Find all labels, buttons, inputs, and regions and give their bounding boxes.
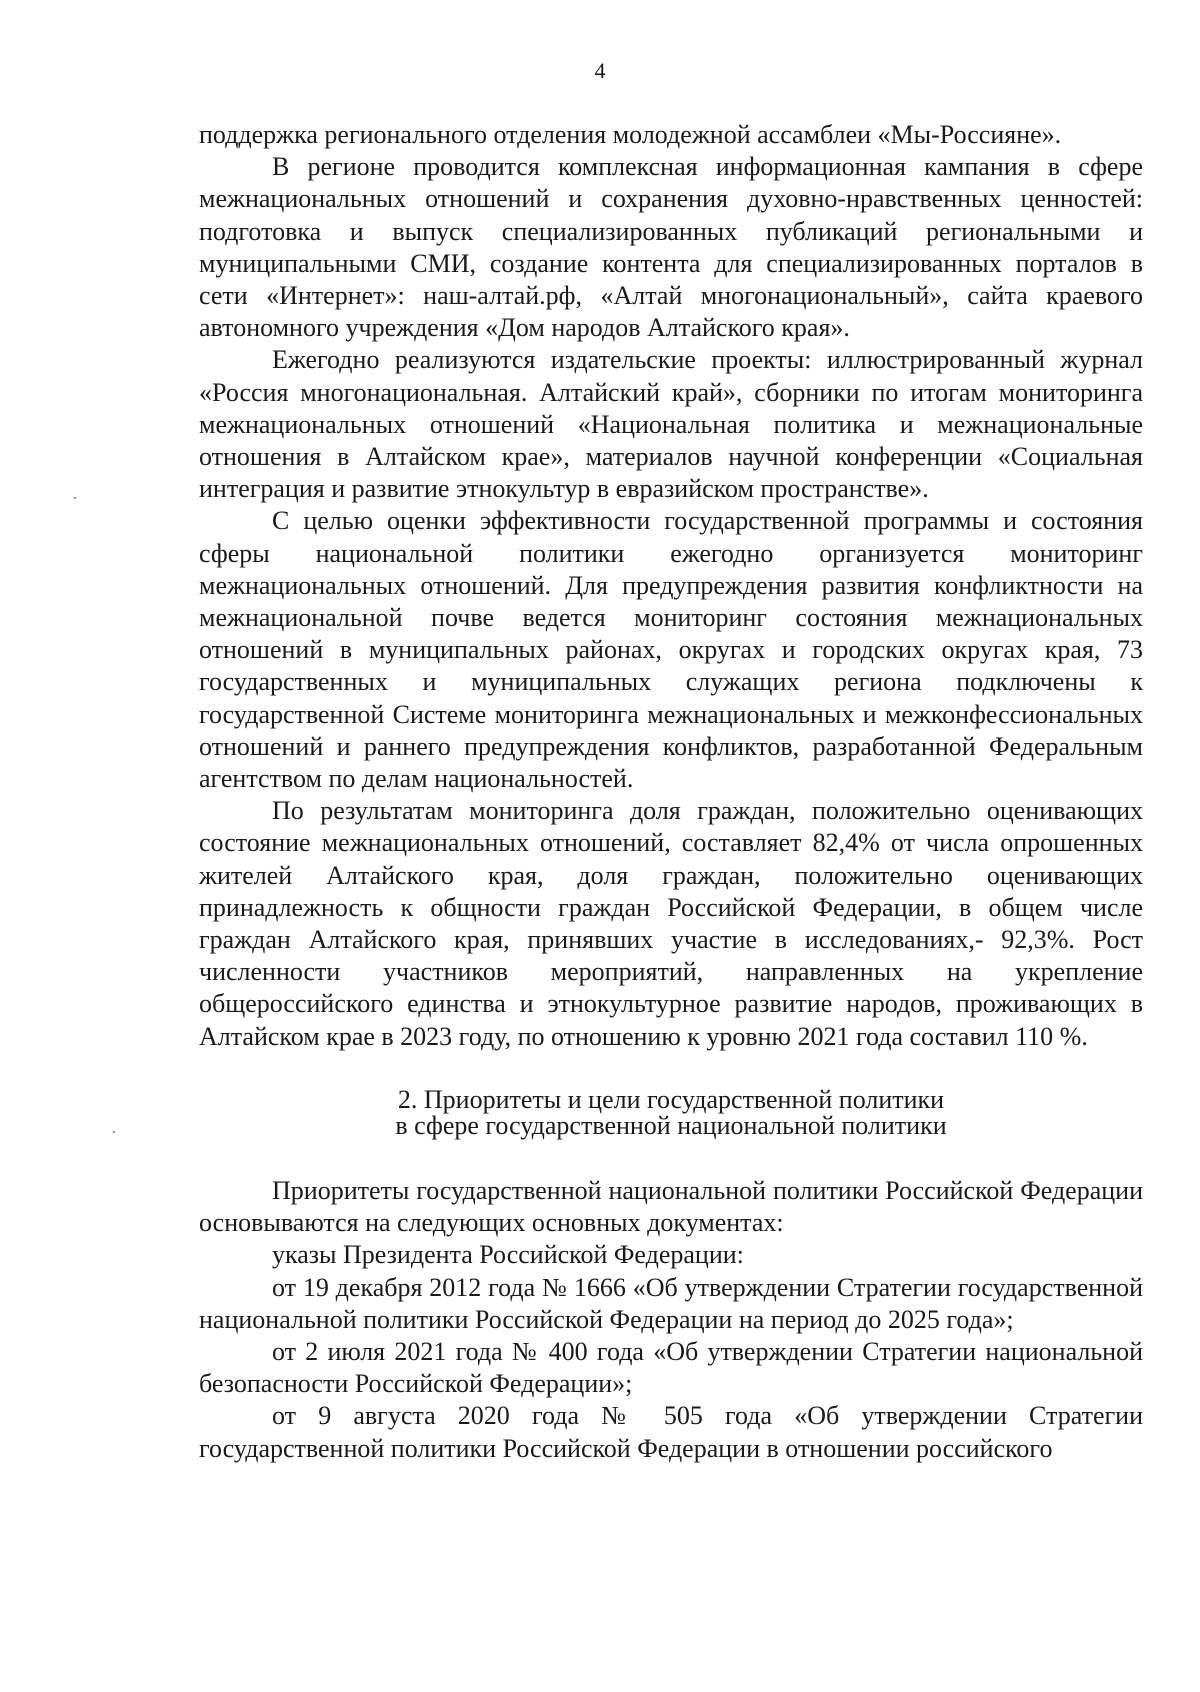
list-item: от 19 декабря 2012 года № 1666 «Об утверждении Стратегии государственной национальной политики Российской Федерации на период до 2025 года»; [199, 1272, 1143, 1334]
list-item: от 2 июля 2021 года № 400 года «Об утверждении Стратегии национальной безопасности Российской Федерации»; [199, 1336, 1143, 1399]
list-item: от 9 августа 2020 года № 505 года «Об утверждении Стратегии государственной политики Российской Федерации в отношении российского [199, 1401, 1143, 1463]
paragraph: По результатам мониторинга доля граждан, положительно оценивающих состояние межнациональных отношений, составляет 82,4% от числа опрошенных жителей Алтайского края, доля граждан, положительно оценивающих принадлежность к общности граждан Российской Федерации, в общем числе граждан Алтайского края, принявших участие в исследованиях,- 92,3%. Рост численности участников мероприятий, направленных на укрепление общероссийского единства и этнокультурное развитие народов, проживающих в Алтайском крае в 2023 году, по отношению к уровню 2021 года составил 110 %. [199, 796, 1143, 1051]
paragraph: поддержка регионального отделения молодежной ассамблеи «Мы-Россияне». [199, 120, 1062, 149]
document-body [199, 119, 1143, 1465]
section-heading-line: в сфере государственной национальной политики [395, 1110, 947, 1140]
paragraph: В регионе проводится комплексная информационная кампания в сфере межнациональных отношений и сохранения духовно-нравственных ценностей: подготовка и выпуск специализированных публикаций региональными и муниципальными СМИ, создание контента для специализированных порталов в сети «Интернет»: наш-алтай.рф, «Алтай многонациональный», сайта краевого автономного учреждения «Дом народов Алтайского края». [199, 152, 1143, 343]
section-heading-line: 2. Приоритеты и цели государственной политики [397, 1084, 945, 1114]
section-heading [199, 1084, 1143, 1140]
paragraph: Приоритеты государственной национальной политики Российской Федерации основываются на следующих основных документах: [199, 1175, 1143, 1238]
paragraph: С целью оценки эффективности государственной программы и состояния сферы национальной политики ежегодно организуется мониторинг межнациональных отношений. Для предупреждения развития конфликтности на межнациональной почве ведется мониторинг состояния межнациональных отношений в муниципальных районах, округах и городских округах края, 73 государственных и муниципальных служащих региона подключены к государственной Системе мониторинга межнациональных и межконфессиональных отношений и раннего предупреждения конфликтов, разработанной Федеральным агентством по делам национальностей. [199, 506, 1143, 794]
scan-speck [74, 497, 76, 499]
scan-speck [113, 1131, 115, 1133]
page-number: 4 [594, 58, 606, 83]
paragraph: указы Президента Российской Федерации: [272, 1240, 744, 1270]
paragraph: Ежегодно реализуются издательские проекты: иллюстрированный журнал «Россия многонациональная. Алтайский край», сборники по итогам мониторинга межнациональных отношений «Национальная политика и межнациональные отношения в Алтайском крае», материалов научной конференции «Социальная интеграция и развитие этнокультур в евразийском пространстве». [199, 345, 1143, 504]
